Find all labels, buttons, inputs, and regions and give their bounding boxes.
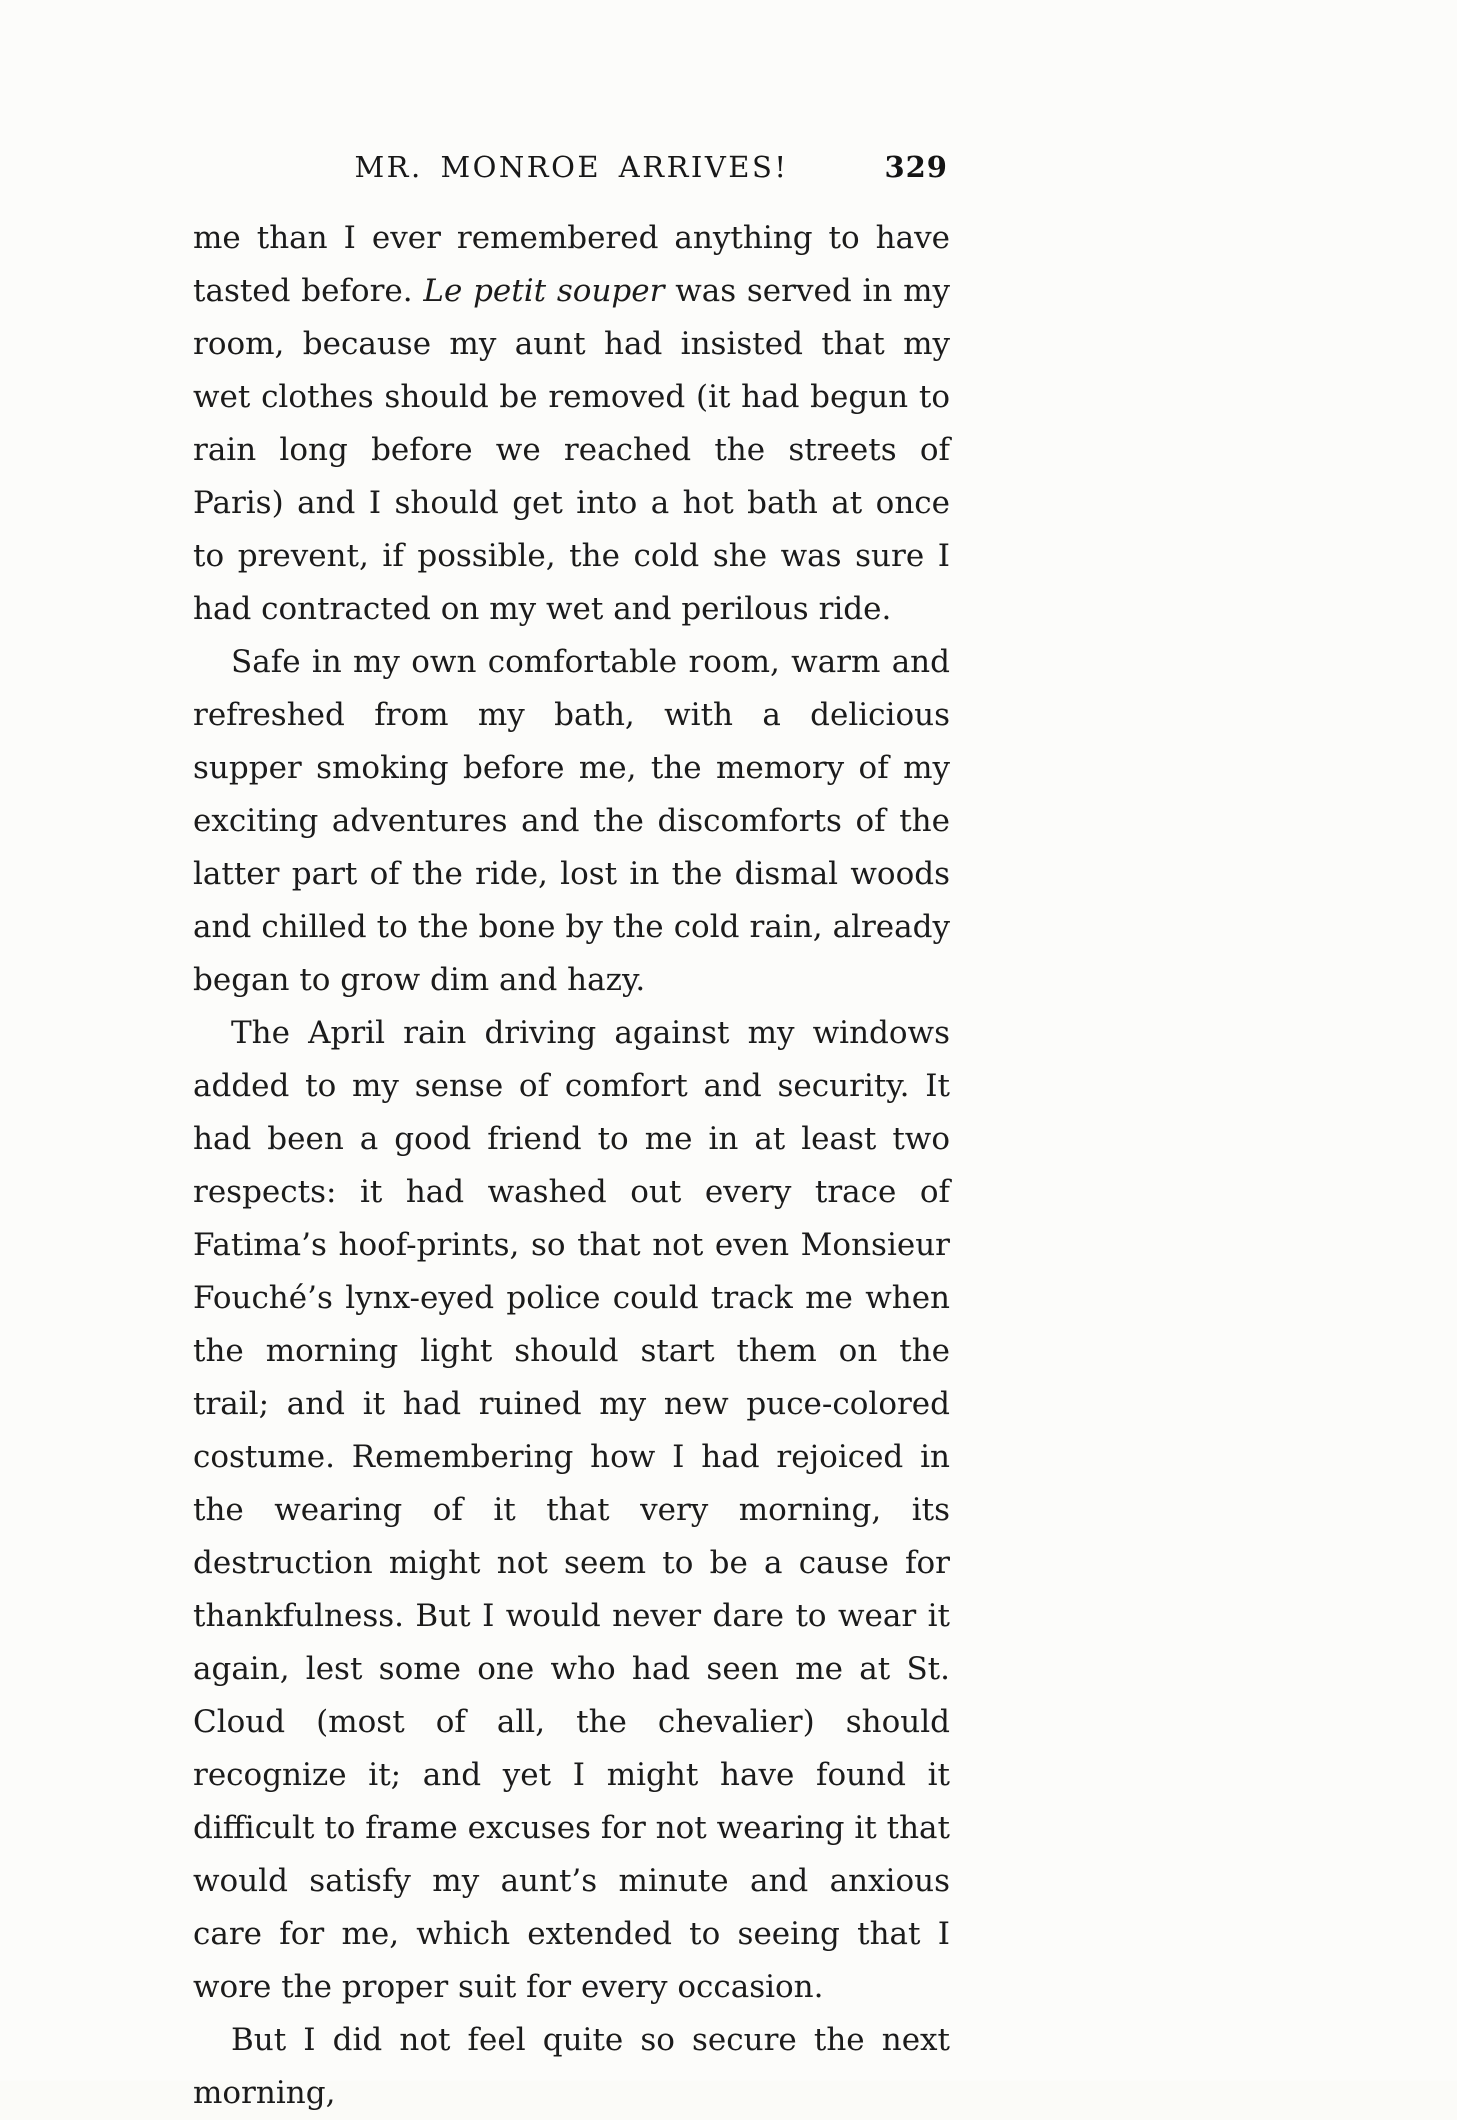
paragraph-1-italic-phrase: Le petit souper: [423, 273, 665, 309]
paragraph-2: Safe in my own comfortable room, warm and refreshed from my bath, with a delicious supper smoking before me, the memory of my exciting adventures and the discomforts of the latter part of the ride, lost in the dismal woods and chilled to the bone by the cold rain, already began to grow dim and hazy.: [193, 644, 950, 998]
page-header: [193, 150, 950, 194]
running-title: MR. MONROE ARRIVES!: [354, 150, 789, 184]
page-number: 329: [884, 150, 948, 184]
text-column: [193, 150, 950, 2120]
paragraph-1: [193, 212, 950, 636]
paragraph-4: But I did not feel quite so secure the next morning,: [193, 2022, 950, 2111]
paragraph-3: The April rain driving against my windows added to my sense of comfort and security. It had been a good friend to me in at least two respects: it had washed out every trace of Fatima’s hoof-prints, so that not even Monsieur Fouché’s lynx-eyed police could track me when the morning light should start them on the trail; and it had ruined my new puce-colored costume. Remembering how I had rejoiced in the wearing of it that very morning, its destruction might not seem to be a cause for thankfulness. But I would never dare to wear it again, lest some one who had seen me at St. Cloud (most of all, the chevalier) should recognize it; and yet I might have found it difficult to frame excuses for not wearing it that would satisfy my aunt’s minute and anxious care for me, which extended to seeing that I wore the proper suit for every occasion.: [193, 1015, 950, 2005]
paragraph-1-text-before-italic: me than I ever remembered anything to have tasted before.: [193, 220, 950, 309]
paragraph-1-text-after-italic: was served in my room, because my aunt had insisted that my wet clothes should be removed (it had begun to rain long before we reached the streets of Paris) and I should get into a hot bath at once to prevent, if possible, the cold she was sure I had contracted on my wet and perilous ride.: [193, 273, 950, 627]
body-text: [193, 212, 950, 2120]
